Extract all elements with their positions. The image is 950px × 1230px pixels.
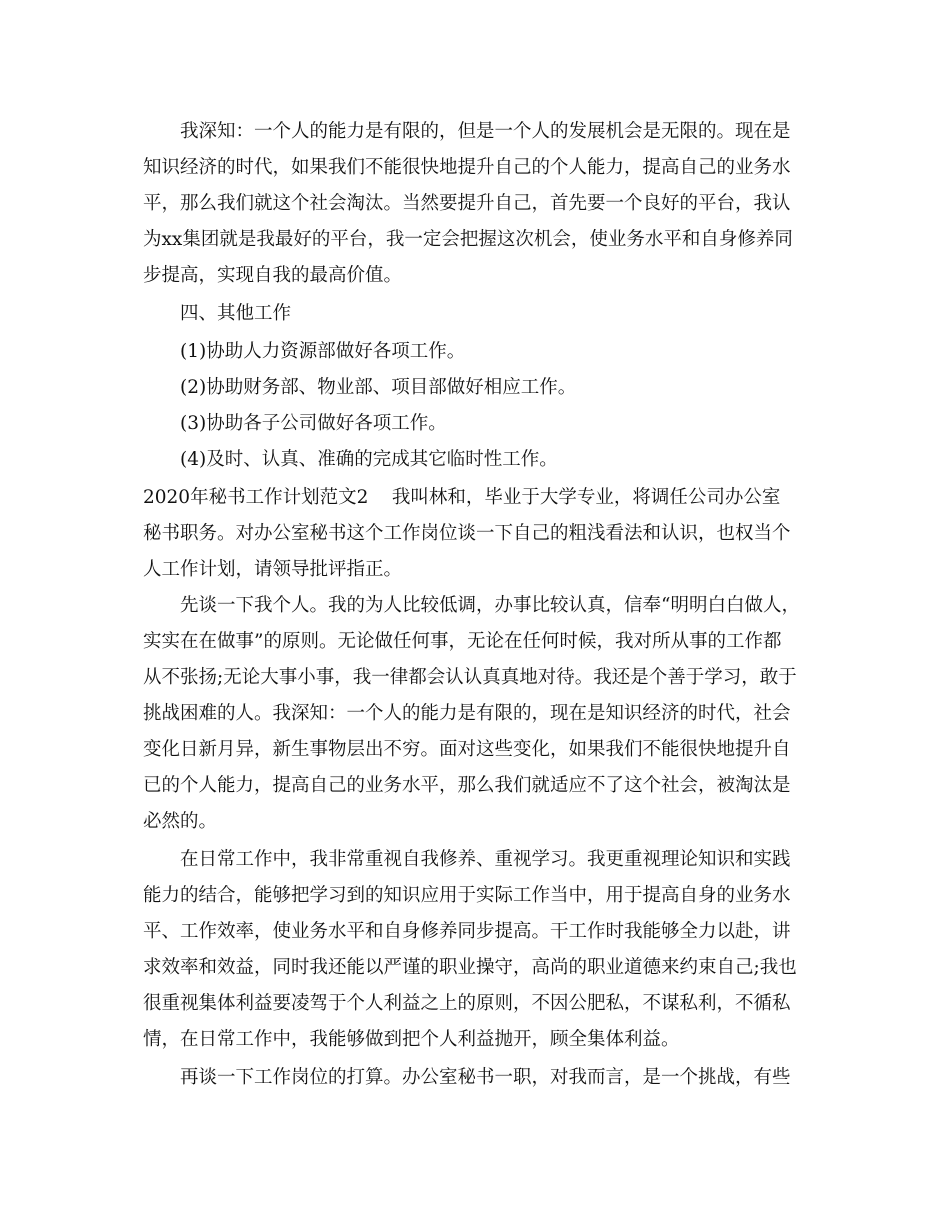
- text-line: 实实在在做事”的原则。无论做任何事，无论在任何时候，我对所从事的工作都: [143, 631, 782, 652]
- text-line: 必然的。: [143, 811, 218, 832]
- list-item: (3)协助各子公司做好各项工作。: [180, 413, 447, 434]
- text-line: 再谈一下工作岗位的打算。办公室秘书一职，对我而言，是一个挑战，有些: [180, 1067, 791, 1088]
- text-line: 从不张扬;无论大事小事，我一律都会认认真真地对待。我还是个善于学习，敢于: [143, 667, 797, 688]
- text-line: 情，在日常工作中，我能够做到把个人利益抛开，顾全集体利益。: [143, 1029, 680, 1050]
- list-item: (4)及时、认真、准确的完成其它临时性工作。: [180, 449, 558, 470]
- text-line: 2020年秘书工作计划范文2 我叫林和，毕业于大学专业，将调任公司办公室: [143, 487, 781, 508]
- text-line: 平、工作效率，使业务水平和自身修养同步提高。干工作时我能够全力以赴，讲: [143, 921, 791, 942]
- text-line: 已的个人能力，提高自己的业务水平，那么我们就适应不了这个社会，被淘汰是: [143, 775, 791, 796]
- text-line: 知识经济的时代，如果我们不能很快地提升自己的个人能力，提高自己的业务水: [143, 157, 791, 178]
- text-line: 人工作计划，请领导批评指正。: [143, 559, 403, 580]
- text-line: 能力的结合，能够把学习到的知识应用于实际工作当中，用于提高自身的业务水: [143, 885, 791, 906]
- text-line: 为xx集团就是我最好的平台，我一定会把握这次机会，使业务水平和自身修养同: [143, 229, 793, 250]
- text-line: 我深知：一个人的能力是有限的，但是一个人的发展机会是无限的。现在是: [180, 121, 791, 142]
- text-line: 挑战困难的人。我深知：一个人的能力是有限的，现在是知识经济的时代，社会: [143, 703, 791, 724]
- list-item: (2)协助财务部、物业部、项目部做好相应工作。: [180, 377, 577, 398]
- text-line: 变化日新月异，新生事物层出不穷。面对这些变化，如果我们不能很快地提升自: [143, 739, 791, 760]
- text-line: 很重视集体利益要凌驾于个人利益之上的原则，不因公肥私，不谋私利，不循私: [143, 993, 791, 1014]
- text-line: 平，那么我们就这个社会淘汰。当然要提升自己，首先要一个良好的平台，我认: [143, 193, 791, 214]
- list-item: (1)协助人力资源部做好各项工作。: [180, 341, 466, 362]
- text-line: 秘书职务。对办公室秘书这个工作岗位谈一下自己的粗浅看法和认识，也权当个: [143, 523, 791, 544]
- section-heading: 四、其他工作: [180, 303, 292, 324]
- text-line: 步提高，实现自我的最高价值。: [143, 265, 403, 286]
- text-line: 先谈一下我个人。我的为人比较低调，办事比较认真，信奉“明明白白做人，: [180, 595, 800, 616]
- text-line: 求效率和效益，同时我还能以严谨的职业操守，高尚的职业道德来约束自己;我也: [143, 957, 797, 978]
- text-line: 在日常工作中，我非常重视自我修养、重视学习。我更重视理论知识和实践: [180, 849, 791, 870]
